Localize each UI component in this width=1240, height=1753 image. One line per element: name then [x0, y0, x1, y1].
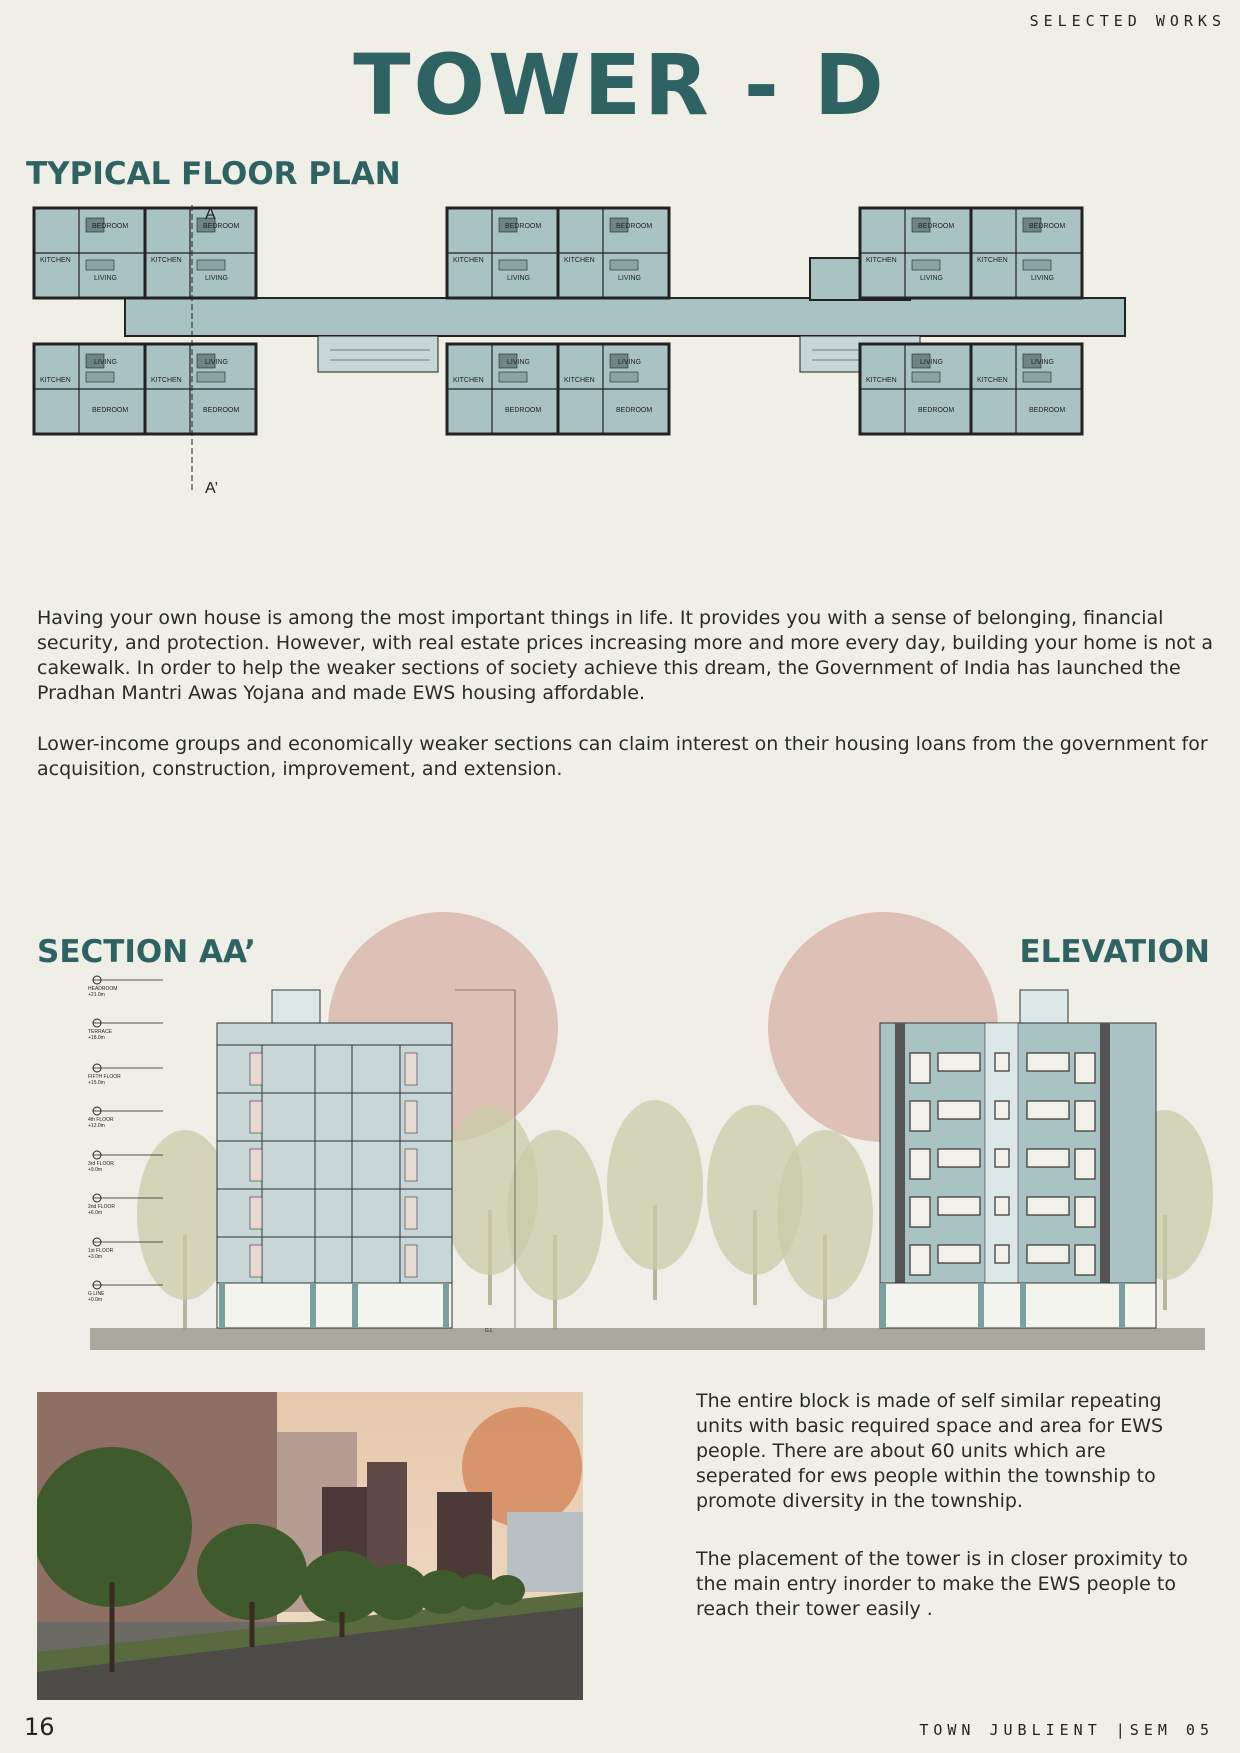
room-label-kitchen: KITCHEN: [866, 377, 897, 384]
room-label-bedroom: BEDROOM: [203, 407, 240, 414]
room-label-kitchen: KITCHEN: [564, 257, 595, 264]
room-label-living: LIVING: [920, 359, 943, 366]
section-floor: [217, 1189, 452, 1237]
intro-paragraph-2: Lower-income groups and economically weaker sections can claim interest on their housing loans from the government for acquisition, construction, improvement, and extension.: [37, 733, 1208, 780]
level-name: FIFTH FLOOR: [88, 1074, 121, 1080]
street-render-image: [37, 1392, 583, 1700]
room-label-living: LIVING: [205, 359, 228, 366]
tree: [777, 1130, 873, 1330]
room-label-bedroom: BEDROOM: [505, 223, 542, 230]
apartment-unit: [558, 344, 669, 434]
level-name: 2nd FLOOR: [88, 1204, 115, 1210]
apartment-unit: [447, 344, 558, 434]
level-value: +3.0m: [88, 1254, 103, 1260]
room-label-living: LIVING: [1031, 275, 1054, 282]
closing-paragraph-2: The placement of the tower is in closer proximity to the main entry inorder to make the EWS people to reach their tower easily .: [696, 1548, 1188, 1620]
apartment-unit: [860, 344, 971, 434]
room-label-bedroom: BEDROOM: [918, 407, 955, 414]
page-title: TOWER - D: [353, 36, 887, 134]
apartment-unit: [860, 208, 971, 298]
room-label-bedroom: BEDROOM: [1029, 407, 1066, 414]
apartment-unit: [558, 208, 669, 298]
tree: [507, 1130, 603, 1330]
room-label-bedroom: BEDROOM: [92, 223, 129, 230]
room-label-kitchen: KITCHEN: [866, 257, 897, 264]
room-label-bedroom: BEDROOM: [1029, 223, 1066, 230]
section-marker-top: A: [205, 206, 216, 223]
apartment-unit: [34, 344, 145, 434]
apartment-unit: [145, 344, 256, 434]
room-label-bedroom: BEDROOM: [918, 223, 955, 230]
level-marker: [88, 1107, 163, 1129]
room-label-kitchen: KITCHEN: [40, 377, 71, 384]
room-label-bedroom: BEDROOM: [616, 407, 653, 414]
section-floor: [217, 1093, 452, 1141]
level-value: +6.0m: [88, 1210, 103, 1216]
room-label-bedroom: BEDROOM: [505, 407, 542, 414]
section-floor: [217, 1141, 452, 1189]
room-label-kitchen: KITCHEN: [453, 377, 484, 384]
section-elevation-drawing: [0, 905, 1240, 1355]
level-name: 1st FLOOR: [88, 1248, 114, 1254]
section-floor: [217, 1045, 452, 1093]
level-value: +15.0m: [88, 1080, 105, 1086]
room-label-living: LIVING: [507, 275, 530, 282]
floor-plan-heading: TYPICAL FLOOR PLAN: [26, 156, 401, 192]
intro-paragraph-1: Having your own house is among the most important things in life. It provides you with a sense of belonging, financial security, and protection. However, with real estate prices increasing more and more every day, building your home is not a cakewalk. In order to help the weaker sections of society achieve this dream, the Government of India has launched the Pradhan Mantri Awas Yojana and made EWS housing affordable.: [37, 607, 1213, 704]
stair-left: [318, 336, 438, 372]
level-value: +9.0m: [88, 1167, 103, 1173]
closing-paragraph-1: The entire block is made of self similar repeating units with basic required space and area for EWS people. There are about 60 units which are seperated for ews people within the township to promote diversity in the township.: [696, 1390, 1164, 1512]
level-value: +12.0m: [88, 1123, 105, 1129]
room-label-kitchen: KITCHEN: [40, 257, 71, 264]
room-label-living: LIVING: [618, 275, 641, 282]
footer-project: TOWN JUBLIENT |SEM 05: [919, 1721, 1214, 1739]
section-heading: SECTION AA’: [37, 934, 256, 970]
corridor: [125, 298, 1125, 336]
room-label-bedroom: BEDROOM: [616, 223, 653, 230]
level-marker: [88, 1281, 163, 1303]
level-name: HEADROOM: [88, 986, 118, 992]
room-label-bedroom: BEDROOM: [203, 223, 240, 230]
room-label-kitchen: KITCHEN: [977, 377, 1008, 384]
level-name: 4th FLOOR: [88, 1117, 114, 1123]
apartment-unit: [34, 208, 145, 298]
room-label-living: LIVING: [618, 359, 641, 366]
room-label-kitchen: KITCHEN: [453, 257, 484, 264]
room-label-kitchen: KITCHEN: [564, 377, 595, 384]
level-value: +21.0m: [88, 992, 105, 998]
apartment-unit: [971, 208, 1082, 298]
section-floor: [217, 1237, 452, 1285]
room-label-living: LIVING: [94, 359, 117, 366]
apartment-unit: [145, 208, 256, 298]
apartment-unit: [447, 208, 558, 298]
room-label-bedroom: BEDROOM: [92, 407, 129, 414]
level-value: +0.0m: [88, 1297, 103, 1303]
room-label-kitchen: KITCHEN: [151, 257, 182, 264]
level-value: +18.0m: [88, 1035, 105, 1041]
room-label-living: LIVING: [507, 359, 530, 366]
level-name: TERRACE: [88, 1029, 112, 1035]
ground-label: G.L: [485, 1328, 494, 1334]
elevation-building: [880, 990, 1156, 1328]
room-label-living: LIVING: [920, 275, 943, 282]
section-marker-bottom: A’: [205, 480, 219, 497]
room-label-kitchen: KITCHEN: [151, 377, 182, 384]
level-name: 3rd FLOOR: [88, 1161, 114, 1167]
apartment-unit: [971, 344, 1082, 434]
tree: [607, 1100, 703, 1300]
room-label-living: LIVING: [1031, 359, 1054, 366]
room-label-kitchen: KITCHEN: [977, 257, 1008, 264]
level-marker: [88, 1019, 163, 1041]
level-marker: [88, 976, 163, 998]
floor-plan-drawing: [30, 200, 1214, 500]
room-label-living: LIVING: [205, 275, 228, 282]
level-marker: [88, 1064, 163, 1086]
level-name: G LINE: [88, 1291, 105, 1297]
header-tag: SELECTED WORKS: [1029, 12, 1226, 30]
elevation-heading: ELEVATION: [1019, 934, 1210, 970]
ground-strip: [90, 1328, 1205, 1350]
page-number: 16: [24, 1713, 55, 1741]
room-label-living: LIVING: [94, 275, 117, 282]
